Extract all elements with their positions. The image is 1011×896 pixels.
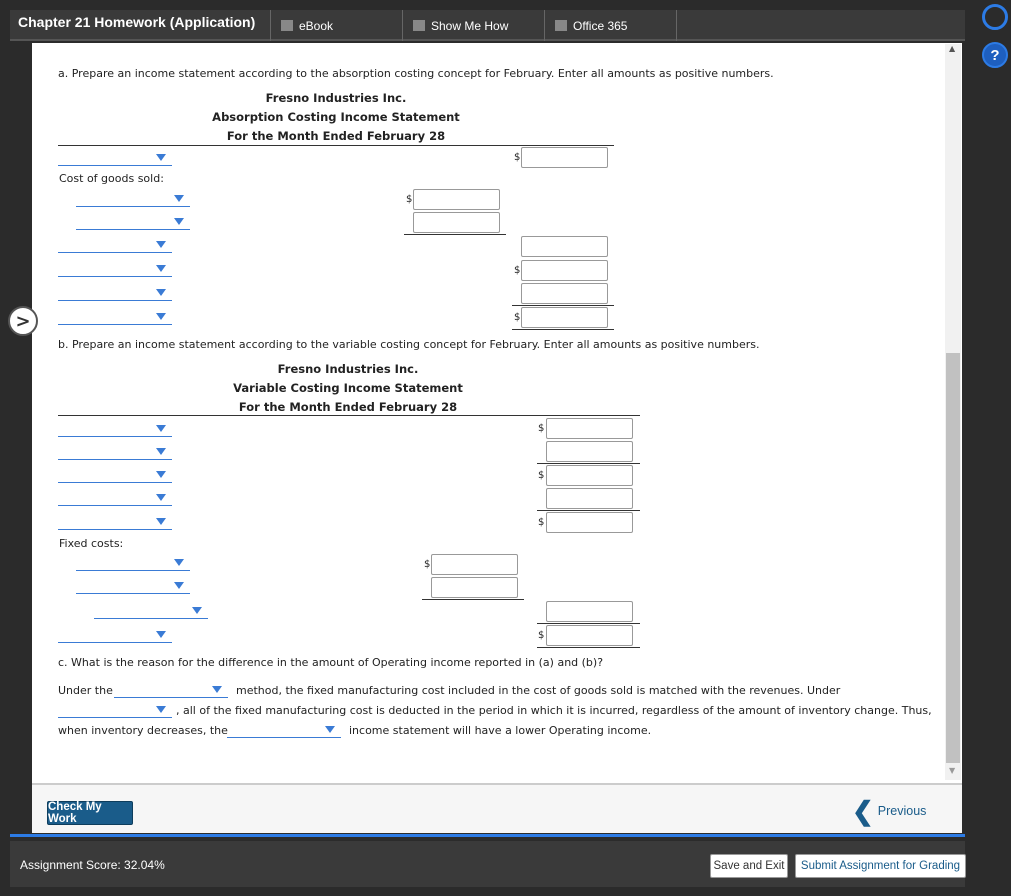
chevron-down-icon (156, 471, 166, 478)
amount-input[interactable] (413, 212, 500, 233)
scrollbar-thumb[interactable] (946, 353, 960, 763)
chevron-down-icon (192, 607, 202, 614)
chevron-down-icon (156, 313, 166, 320)
costing-method-select-2[interactable] (58, 704, 172, 718)
line-item-select[interactable] (58, 446, 172, 460)
video-icon (413, 20, 425, 31)
subtotal-rule (537, 510, 640, 511)
chevron-down-icon (156, 241, 166, 248)
assignment-title: Chapter 21 Homework (Application) (18, 14, 256, 30)
subtotal-rule (537, 623, 640, 624)
line-item-select[interactable] (76, 557, 190, 571)
expand-icon[interactable]: > (8, 306, 38, 336)
line-item-select[interactable] (58, 423, 172, 437)
scroll-up-icon[interactable]: ▲ (949, 44, 956, 53)
part-b-instruction: b. Prepare an income statement according to the variable costing concept for February. Enter all amounts as positive numbers. (58, 338, 760, 351)
chevron-down-icon (156, 265, 166, 272)
tab-divider (676, 10, 677, 41)
chevron-down-icon (156, 631, 166, 638)
line-item-select[interactable] (76, 216, 190, 230)
save-and-exit-button[interactable]: Save and Exit (710, 854, 788, 878)
chevron-down-icon (156, 154, 166, 161)
amount-input[interactable] (413, 189, 500, 210)
amount-input[interactable] (546, 418, 633, 439)
cogs-label: Cost of goods sold: (59, 172, 164, 185)
dollar-sign: $ (538, 517, 545, 528)
amount-input[interactable] (546, 488, 633, 509)
amount-input[interactable] (546, 512, 633, 533)
check-my-work-button[interactable]: Check My Work (47, 801, 133, 825)
amount-input[interactable] (546, 625, 633, 646)
dollar-sign: $ (514, 265, 521, 276)
chevron-down-icon (174, 195, 184, 202)
sentence-1-prefix: Under the (58, 684, 113, 697)
line-item-select[interactable] (58, 516, 172, 530)
tab-label: Show Me How (431, 18, 509, 33)
sentence-3-prefix: when inventory decreases, the (58, 724, 228, 737)
chevron-down-icon (325, 726, 335, 733)
help-icon[interactable]: ? (982, 42, 1008, 68)
total-rule (537, 647, 640, 648)
tab-ebook[interactable] (270, 10, 400, 41)
support-icon[interactable] (982, 4, 1008, 30)
amount-input[interactable] (521, 307, 608, 328)
book-icon (281, 20, 293, 31)
previous-label: Previous (877, 804, 927, 818)
tab-label: Office 365 (573, 18, 628, 33)
part-a-period: For the Month Ended February 28 (226, 129, 446, 143)
amount-input[interactable] (546, 601, 633, 622)
sentence-1-suffix: method, the fixed manufacturing cost included in the cost of goods sold is matched with the revenues. Under (236, 684, 841, 697)
total-rule (512, 329, 614, 330)
dollar-sign: $ (538, 630, 545, 641)
office-icon (555, 20, 567, 31)
sentence-2-suffix: , all of the fixed manufacturing cost is deducted in the period in which it is incurred, regardless of the amount of inventory change. Thus, (176, 704, 932, 717)
sentence-3-suffix: income statement will have a lower Operating income. (349, 724, 652, 737)
tab-office-365[interactable] (544, 10, 676, 41)
line-item-select[interactable] (58, 152, 172, 166)
line-item-select[interactable] (58, 492, 172, 506)
chevron-down-icon (174, 218, 184, 225)
line-item-select[interactable] (76, 580, 190, 594)
amount-input[interactable] (521, 283, 608, 304)
header-rule (58, 415, 640, 416)
costing-method-select-1[interactable] (114, 684, 228, 698)
chevron-down-icon (156, 494, 166, 501)
line-item-select[interactable] (58, 239, 172, 253)
amount-input[interactable] (431, 577, 518, 598)
previous-button[interactable] (852, 796, 927, 826)
tab-show-me-how[interactable] (402, 10, 542, 41)
part-a-company: Fresno Industries Inc. (265, 91, 407, 105)
line-item-select[interactable] (58, 287, 172, 301)
chevron-down-icon (156, 518, 166, 525)
part-a-statement: Absorption Costing Income Statement (212, 110, 460, 124)
line-item-select[interactable] (58, 469, 172, 483)
chevron-down-icon (156, 448, 166, 455)
submit-assignment-button[interactable]: Submit Assignment for Grading (795, 854, 966, 878)
line-item-select[interactable] (76, 193, 190, 207)
amount-input[interactable] (521, 147, 608, 168)
part-a-instruction: a. Prepare an income statement according to the absorption costing concept for February. Enter all amounts as positive numbers. (58, 67, 774, 80)
dollar-sign: $ (514, 152, 521, 163)
amount-input[interactable] (521, 260, 608, 281)
dollar-sign: $ (424, 559, 431, 570)
dollar-sign: $ (406, 194, 413, 205)
amount-input[interactable] (521, 236, 608, 257)
line-item-select[interactable] (94, 605, 208, 619)
part-b-period: For the Month Ended February 28 (238, 400, 458, 414)
chevron-down-icon (156, 425, 166, 432)
chevron-down-icon (212, 686, 222, 693)
line-item-select[interactable] (58, 629, 172, 643)
part-b-company: Fresno Industries Inc. (277, 362, 419, 376)
line-item-select[interactable] (58, 263, 172, 277)
part-c-question: c. What is the reason for the difference in the amount of Operating income reported in (a) and (b)? (58, 656, 604, 669)
accent-bar (10, 834, 965, 837)
subtotal-rule (512, 305, 614, 306)
scroll-down-icon[interactable]: ▼ (949, 766, 956, 775)
chevron-down-icon (174, 582, 184, 589)
subtotal-rule (404, 234, 506, 235)
amount-input[interactable] (546, 465, 633, 486)
header-rule (58, 145, 614, 146)
chevron-left-icon: ❮ (852, 796, 874, 826)
amount-input[interactable] (546, 441, 633, 462)
part-b-statement: Variable Costing Income Statement (233, 381, 463, 395)
chevron-down-icon (174, 559, 184, 566)
costing-method-select-3[interactable] (227, 724, 341, 738)
dollar-sign: $ (538, 470, 545, 481)
amount-input[interactable] (431, 554, 518, 575)
frame-bottom (32, 783, 962, 833)
tab-label: eBook (299, 18, 334, 33)
chevron-down-icon (156, 706, 166, 713)
line-item-select[interactable] (58, 311, 172, 325)
top-bar (10, 10, 965, 41)
chevron-down-icon (156, 289, 166, 296)
assignment-score: Assignment Score: 32.04% (20, 858, 165, 872)
dollar-sign: $ (514, 312, 521, 323)
subtotal-rule (422, 599, 524, 600)
fixed-costs-label: Fixed costs: (59, 537, 124, 550)
dollar-sign: $ (538, 423, 545, 434)
subtotal-rule (537, 463, 640, 464)
